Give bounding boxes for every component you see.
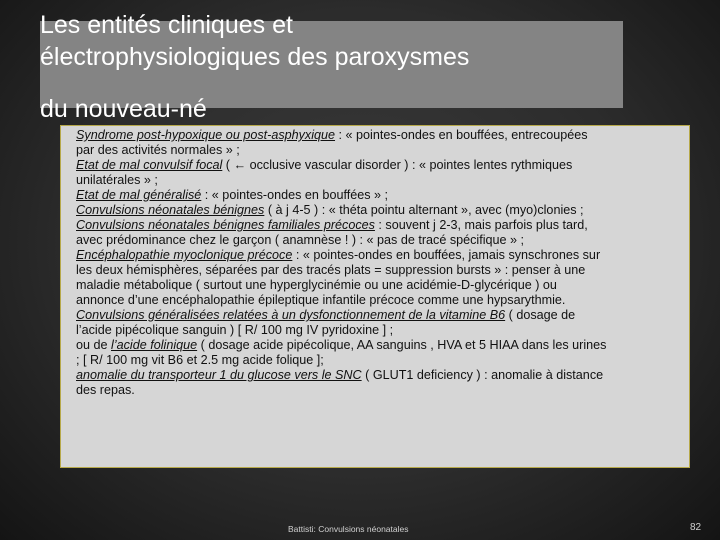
title-line-1: Les entités cliniques et (40, 11, 293, 39)
list-item (62, 248, 607, 308)
item-text: : souvent j 2-3, mais parfois plus tard, avec prédominance chez le garçon ( anamnèse ! ) : « pas de tracé spécifique » ; (76, 218, 588, 247)
list-item (62, 188, 607, 203)
item-text: ( à j 4-5 ) : « théta pointu alternant », avec (myo)clonies ; (264, 203, 584, 217)
item-text: ( GLUT1 deficiency ) : anomalie à distance des repas. (76, 368, 604, 397)
item-link[interactable]: Encéphalopathie myoclonique précoce (76, 248, 293, 262)
list-item (62, 203, 607, 218)
list-item (62, 368, 607, 398)
title-line-3: du nouveau-né (40, 95, 207, 123)
item-prefix: ou de (76, 338, 112, 352)
bullet-list (62, 128, 607, 398)
list-item (62, 128, 607, 158)
item-link[interactable]: Convulsions néonatales bénignes (76, 203, 265, 217)
title-line-2: électrophysiologiques des paroxysmes (40, 43, 470, 71)
item-link[interactable]: Etat de mal convulsif focal (76, 158, 223, 172)
item-link[interactable]: l’acide folinique (111, 338, 198, 352)
list-item (62, 158, 607, 188)
list-item (62, 218, 607, 248)
item-link[interactable]: Convulsions généralisées relatées à un dysfonctionnement de la vitamine B6 (76, 308, 506, 322)
item-text: ( dosage acide pipécolique, AA sanguins , HVA et 5 HIAA dans les urines ; [ R/ 100 mg vit B6 et 2.5 mg acide folique ]; (76, 338, 607, 367)
item-text: ( dosage de l’acide pipécolique sanguin ) [ R/ 100 mg IV pyridoxine ] ; (76, 308, 576, 337)
item-text: ( ← occlusive vascular disorder ) : « pointes lentes rythmiques unilatérales » ; (76, 158, 573, 187)
slide-title (40, 9, 640, 125)
item-link[interactable]: Syndrome post-hypoxique ou post-asphyxique (76, 128, 336, 142)
item-link[interactable]: Convulsions néonatales bénignes familiales précoces (76, 218, 375, 232)
item-text: : « pointes-ondes en bouffées, jamais synschrones sur les deux hémisphères, séparées par des tracés plats = suppression bursts » : penser à une maladie métabolique ( surtout une hyperglycinémie ou une acidémie-D-glycérique ) ou annonce d’une encéphalopathie épileptique infantile précoce comme une hypsarythmie. (76, 248, 601, 307)
item-text: : « pointes-ondes en bouffées » ; (201, 188, 389, 202)
item-link[interactable]: Etat de mal généralisé (76, 188, 202, 202)
item-text: : « pointes-ondes en bouffées, entrecoupées par des activités normales » ; (76, 128, 588, 157)
list-item (62, 308, 607, 338)
list-item (62, 338, 607, 368)
slide-footer: Battisti: Convulsions néonatales (288, 524, 409, 534)
page-number: 82 (690, 522, 702, 533)
item-link[interactable]: anomalie du transporteur 1 du glucose vers le SNC (76, 368, 362, 382)
